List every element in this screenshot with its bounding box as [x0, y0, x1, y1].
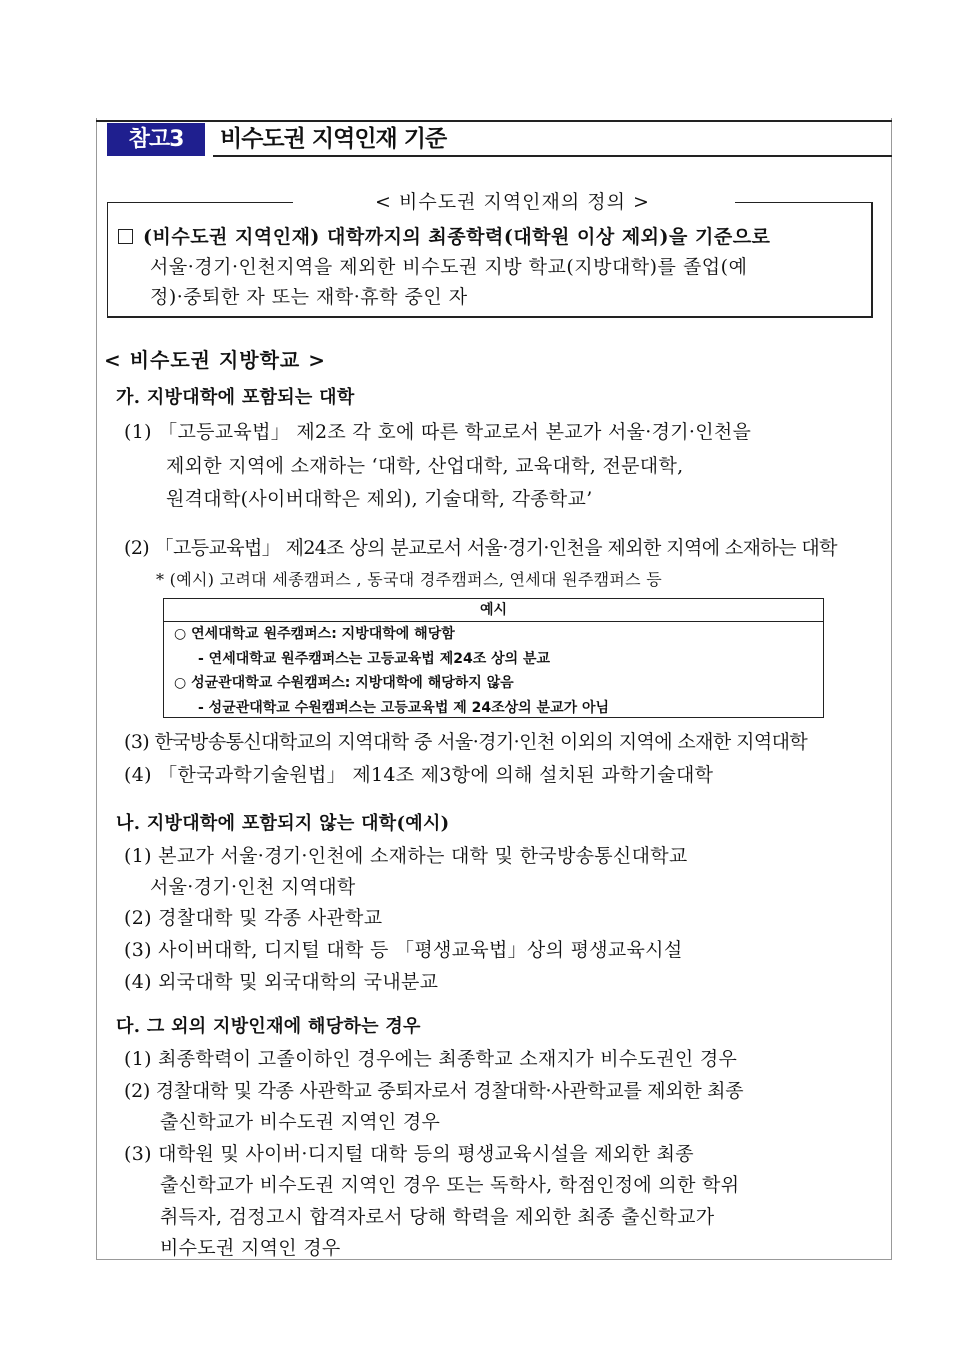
da-item3-line3: 취득자, 검정고시 합격자로서 당해 학력을 제외한 최종 출신학교가	[160, 1206, 715, 1228]
ga-item4: (4) 「한국과학기술원법」 제14조 제3항에 의해 설치된 과학기술대학	[124, 764, 714, 786]
header-underline	[213, 155, 892, 157]
reference-badge: 참고3	[107, 123, 205, 156]
ga-item1-line2: 제외한 지역에 소재하는 ‘대학, 산업대학, 교육대학, 전문대학,	[166, 455, 684, 477]
na-item1-line1: (1) 본교가 서울·경기·인천에 소재하는 대학 및 한국방송통신대학교	[124, 845, 688, 867]
example-row-2: - 연세대학교 원주캠퍼스는 고등교육법 제24조 상의 분교	[198, 650, 551, 667]
ga-item2: (2) 「고등교육법」 제24조 상의 분교로서 서울·경기·인천을 제외한 지역에 소재하는 대학	[124, 537, 837, 559]
ga-title: 가. 지방대학에 포함되는 대학	[116, 387, 355, 408]
da-item3-line1: (3) 대학원 및 사이버·디지털 대학 등의 평생교육시설을 제외한 최종	[124, 1143, 694, 1165]
da-item3-line2: 출신학교가 비수도권 지역인 경우 또는 독학사, 학점인정에 의한 학위	[160, 1174, 740, 1196]
na-item3: (3) 사이버대학, 디지털 대학 등 「평생교육법」상의 평생교육시설	[124, 939, 683, 961]
definition-title: < 비수도권 지역인재의 정의 >	[375, 191, 650, 213]
definition-text	[118, 222, 866, 312]
da-item2-line1: (2) 경찰대학 및 각종 사관학교 중퇴자로서 경찰대학·사관학교를 제외한 최종	[124, 1080, 744, 1102]
da-title: 다. 그 외의 지방인재에 해당하는 경우	[116, 1016, 421, 1037]
section-title: < 비수도권 지방학교 >	[104, 348, 326, 372]
ga-item2-note: * (예시) 고려대 세종캠퍼스 , 동국대 경주캠퍼스, 연세대 원주캠퍼스 등	[156, 570, 663, 589]
da-item3-line4: 비수도권 지역인 경우	[160, 1237, 341, 1259]
example-row-3: ○ 성균관대학교 수원캠퍼스: 지방대학에 해당하지 않음	[174, 675, 514, 691]
example-box-header: 예시	[164, 599, 823, 622]
ga-item1-line1: (1) 「고등교육법」 제2조 각 호에 따른 학교로서 본교가 서울·경기·인천을	[124, 421, 752, 443]
example-row-4: - 성균관대학교 수원캠퍼스는 고등교육법 제 24조상의 분교가 아님	[198, 699, 610, 716]
example-row-1: ○ 연세대학교 원주캠퍼스: 지방대학에 해당함	[174, 626, 455, 642]
da-item1: (1) 최종학력이 고졸이하인 경우에는 최종학교 소재지가 비수도권인 경우	[124, 1048, 738, 1070]
na-title: 나. 지방대학에 포함되지 않는 대학(예시)	[116, 813, 450, 834]
ga-item3: (3) 한국방송통신대학교의 지역대학 중 서울·경기·인천 이외의 지역에 소재한 지역대학	[124, 731, 808, 753]
na-item4: (4) 외국대학 및 외국대학의 국내분교	[124, 971, 439, 993]
square-bullet-icon	[118, 229, 133, 244]
definition-line-1: (비수도권 지역인재) 대학까지의 최종학력(대학원 이상 제외)을 기준으로	[143, 226, 771, 248]
ga-item1-line3: 원격대학(사이버대학은 제외), 기술대학, 각종학교’	[166, 488, 593, 510]
header-top-rule	[96, 120, 892, 122]
definition-line-3: 정)·중퇴한 자 또는 재학·휴학 중인 자	[150, 286, 468, 308]
page-title: 비수도권 지역인재 기준	[220, 126, 447, 152]
na-item2: (2) 경찰대학 및 각종 사관학교	[124, 907, 383, 929]
da-item2-line2: 출신학교가 비수도권 지역인 경우	[160, 1111, 441, 1133]
na-item1-line2: 서울·경기·인천 지역대학	[150, 876, 356, 898]
example-box	[163, 598, 824, 718]
definition-line-2: 서울·경기·인천지역을 제외한 비수도권 지방 학교(지방대학)를 졸업(예	[150, 256, 748, 278]
